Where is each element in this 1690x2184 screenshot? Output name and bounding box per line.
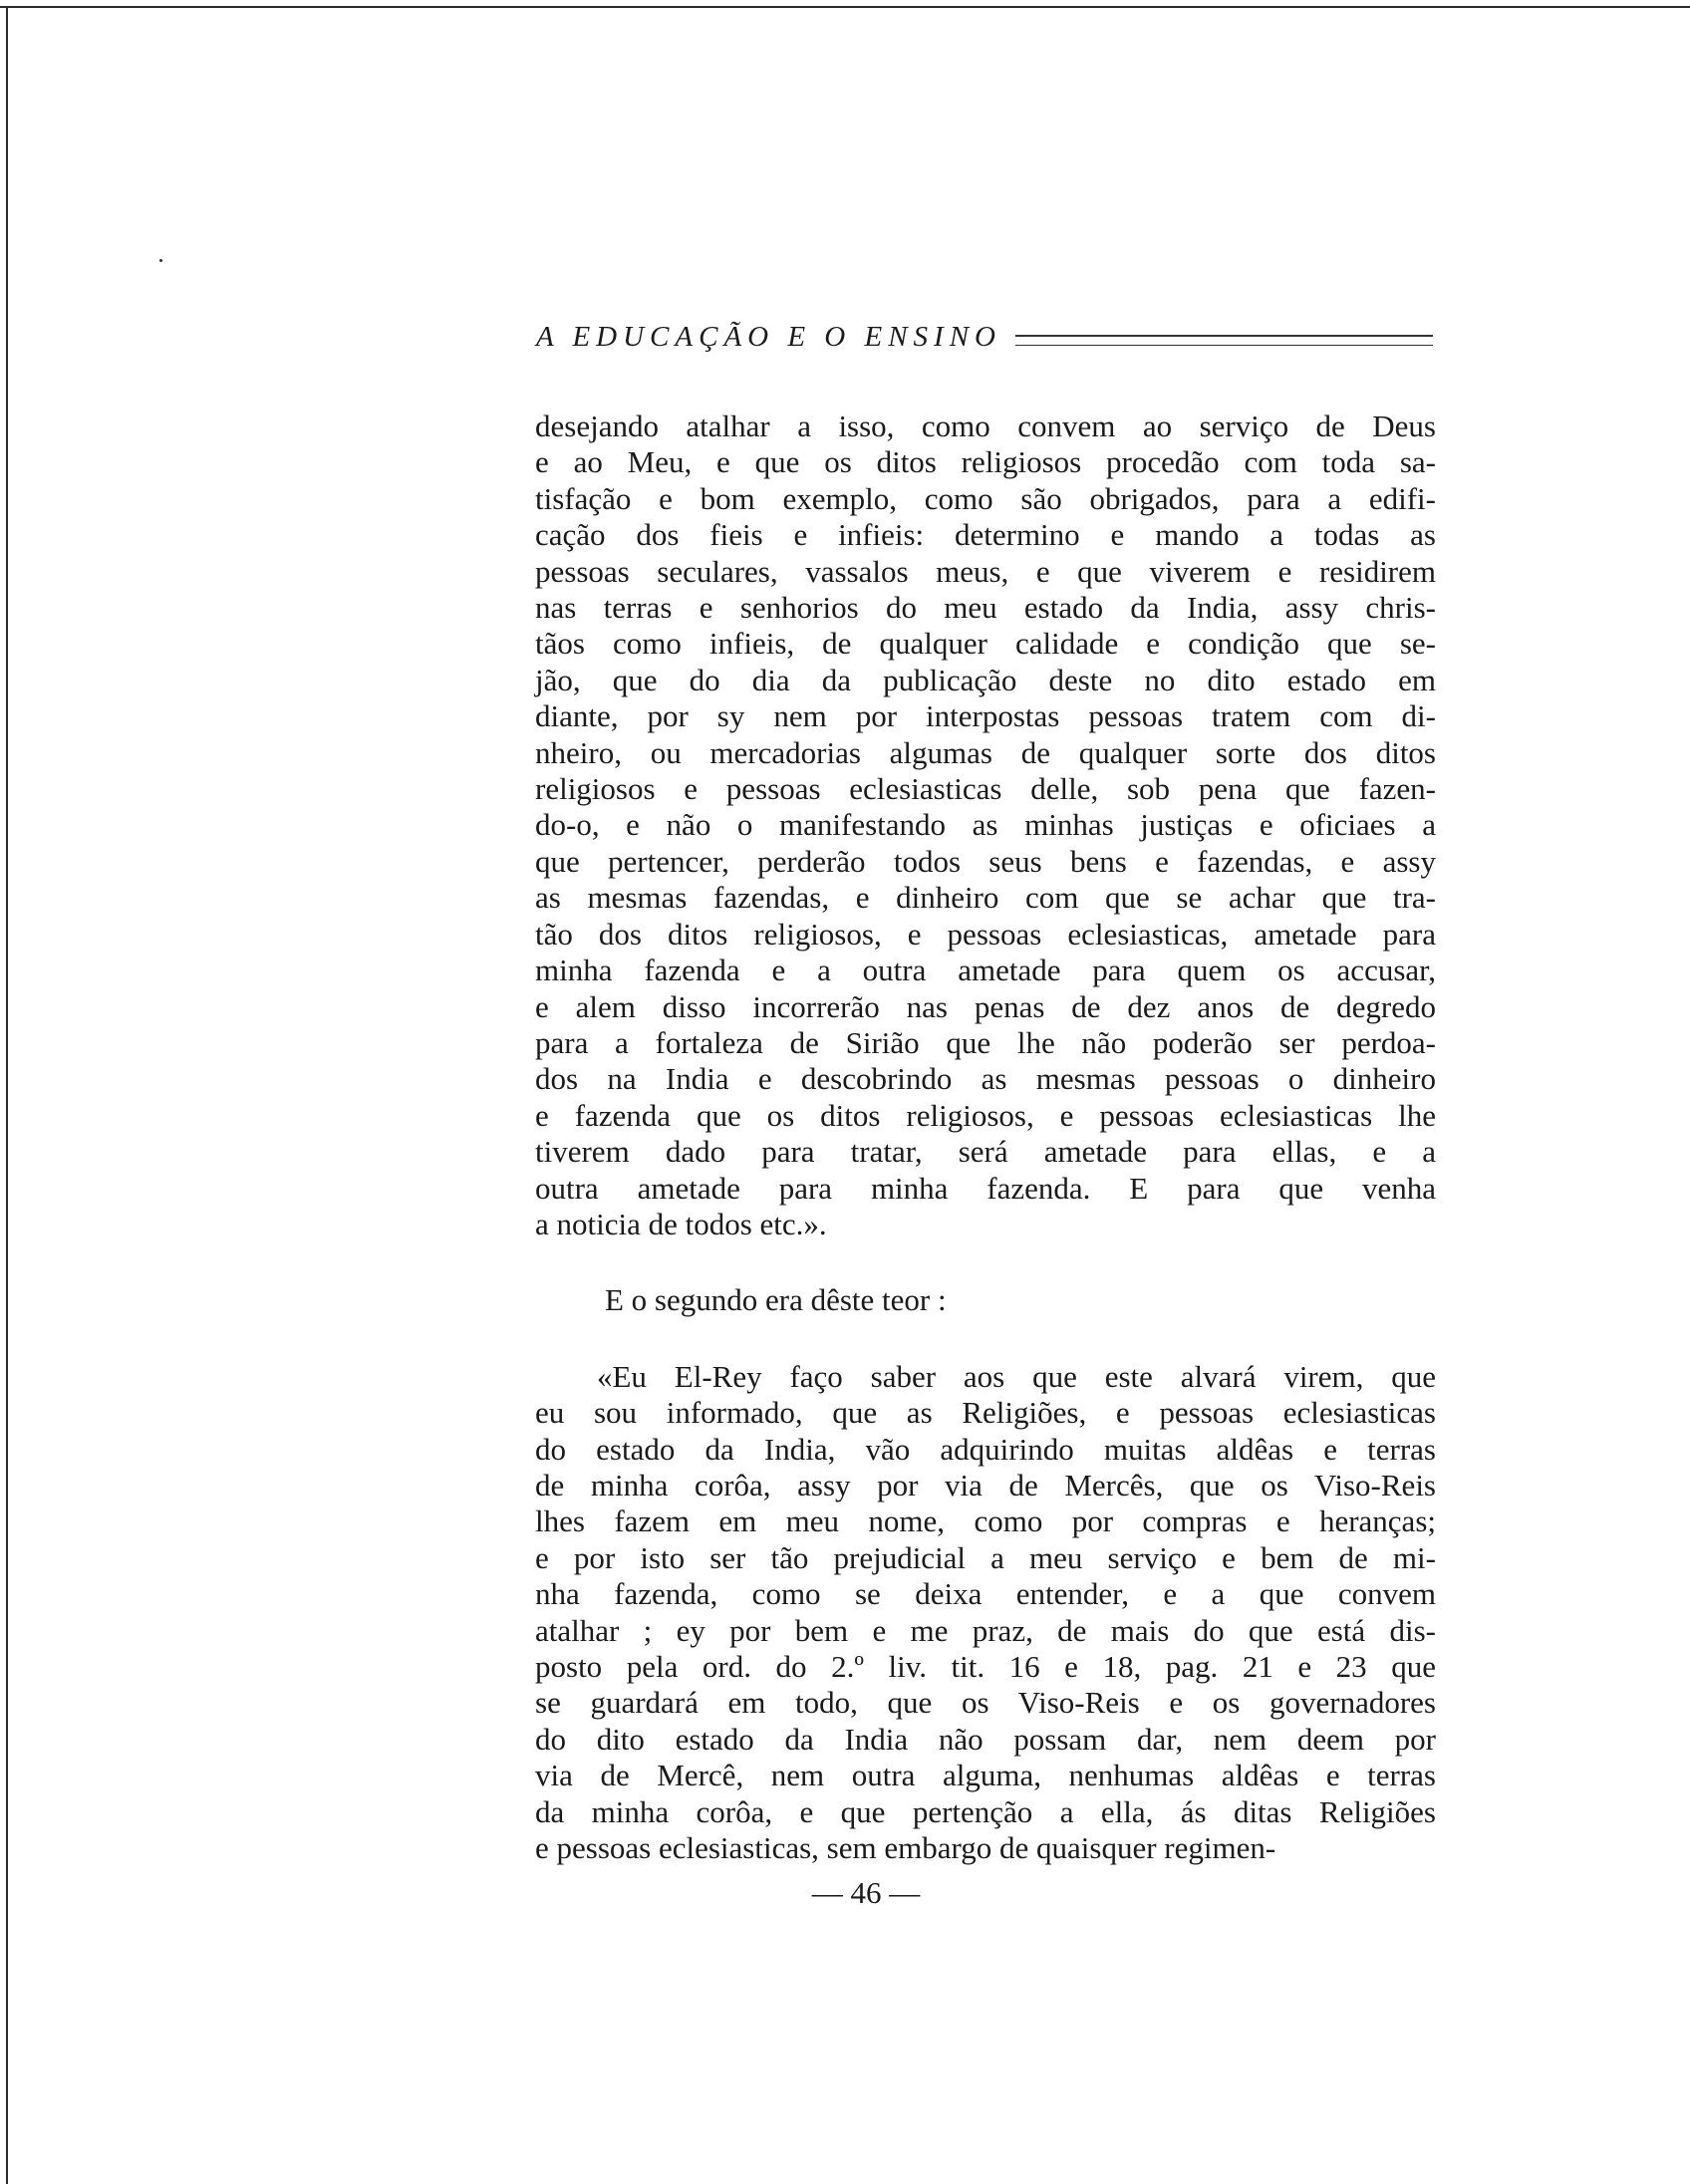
text-line: e por isto ser tão prejudicial a meu serviço e bem de mi-: [535, 1539, 1436, 1575]
text-line: «Eu El-Rey faço saber aos que este alvará virem, que: [597, 1358, 1436, 1394]
running-head-rule: [1015, 335, 1433, 346]
text-line: do-o, e não o manifestando as minhas justiças e oficiaes a: [535, 807, 1436, 843]
text-line: tisfação e bom exemplo, como são obrigados, para a edifi-: [535, 480, 1436, 516]
text-line: jão, que do dia da publicação deste no dito estado em: [535, 662, 1436, 697]
scan-speck: [159, 259, 162, 262]
paragraph: [535, 1359, 1436, 1867]
scan-border-left: [6, 6, 8, 2184]
text-line: a noticia de todos etc.».: [535, 1206, 827, 1241]
text-line: e alem disso incorrerão nas penas de dez anos de degredo: [535, 988, 1436, 1024]
text-line: do estado da India, vão adquirindo muitas aldêas e terras: [535, 1431, 1436, 1467]
text-line: minha fazenda e a outra ametade para quem os accusar,: [535, 953, 1436, 988]
text-line: posto pela ord. do 2.º liv. tit. 16 e 18, pag. 21 e 23 que: [535, 1649, 1436, 1684]
text-line: pessoas seculares, vassalos meus, e que viverem e residirem: [535, 553, 1436, 589]
text-line: e fazenda que os ditos religiosos, e pessoas eclesiasticas lhe: [535, 1097, 1436, 1133]
page-number-text: — 46 —: [811, 1875, 921, 1910]
scan-border-top: [0, 6, 1690, 8]
running-head-title: A EDUCAÇÃO E O ENSINO: [536, 320, 1002, 353]
text-line: tãos como infieis, de qualquer calidade e condição que se-: [535, 626, 1436, 662]
text-line: que pertencer, perderão todos seus bens e fazendas, e assy: [535, 843, 1436, 879]
text-line: via de Mercê, nem outra alguma, nenhumas aldêas e terras: [535, 1758, 1436, 1793]
text-line: desejando atalhar a isso, como convem ao serviço de Deus: [535, 409, 1436, 443]
text-line: do dito estado da India não possam dar, nem deem por: [535, 1721, 1436, 1757]
text-line: e ao Meu, e que os ditos religiosos procedão com toda sa-: [535, 444, 1436, 480]
text-line: e pessoas eclesiasticas, sem embargo de quaisquer regimen-: [535, 1830, 1276, 1866]
text-line: se guardará em todo, que os Viso-Reis e os governadores: [535, 1685, 1436, 1721]
text-line: tiverem dado para tratar, será ametade para ellas, e a: [535, 1134, 1436, 1170]
text-line: nheiro, ou mercadorias algumas de qualquer sorte dos ditos: [535, 734, 1436, 770]
text-line: dos na India e descobrindo as mesmas pessoas o dinheiro: [535, 1061, 1436, 1097]
text-line: lhes fazem em meu nome, como por compras e heranças;: [535, 1503, 1436, 1539]
text-line: eu sou informado, que as Religiões, e pessoas eclesiasticas: [535, 1395, 1436, 1431]
text-line: atalhar ; ey por bem e me praz, de mais do que está dis-: [535, 1612, 1436, 1648]
text-line: outra ametade para minha fazenda. E para que venha: [535, 1170, 1436, 1206]
body-text: [535, 409, 1436, 1866]
text-line: religiosos e pessoas eclesiasticas delle, sob pena que fazen-: [535, 771, 1436, 807]
text-line: diante, por sy nem por interpostas pessoas tratem com di-: [535, 698, 1436, 734]
text-line: as mesmas fazendas, e dinheiro com que se achar que tra-: [535, 880, 1436, 916]
text-line: da minha corôa, e que pertenção a ella, ás ditas Religiões: [535, 1793, 1436, 1829]
paragraph-gap: [535, 1319, 1436, 1359]
text-line: de minha corôa, assy por via de Mercês, que os Viso-Reis: [535, 1467, 1436, 1502]
text-line: E o segundo era dêste teor :: [605, 1282, 947, 1318]
text-line: cação dos fieis e infieis: determino e mando a todas as: [535, 517, 1436, 553]
paragraph: [535, 409, 1436, 1242]
text-line: tão dos ditos religiosos, e pessoas eclesiasticas, ametade para: [535, 916, 1436, 952]
page-number: [0, 1875, 1690, 1911]
text-line: para a fortaleza de Sirião que lhe não poderão ser perdoa-: [535, 1024, 1436, 1060]
text-line: nha fazenda, como se deixa entender, e a que convem: [535, 1576, 1436, 1612]
paragraph: [535, 1282, 1436, 1318]
text-line: nas terras e senhorios do meu estado da India, assy chris-: [535, 590, 1436, 626]
running-head: [536, 317, 1433, 357]
paragraph-gap: [535, 1242, 1436, 1282]
